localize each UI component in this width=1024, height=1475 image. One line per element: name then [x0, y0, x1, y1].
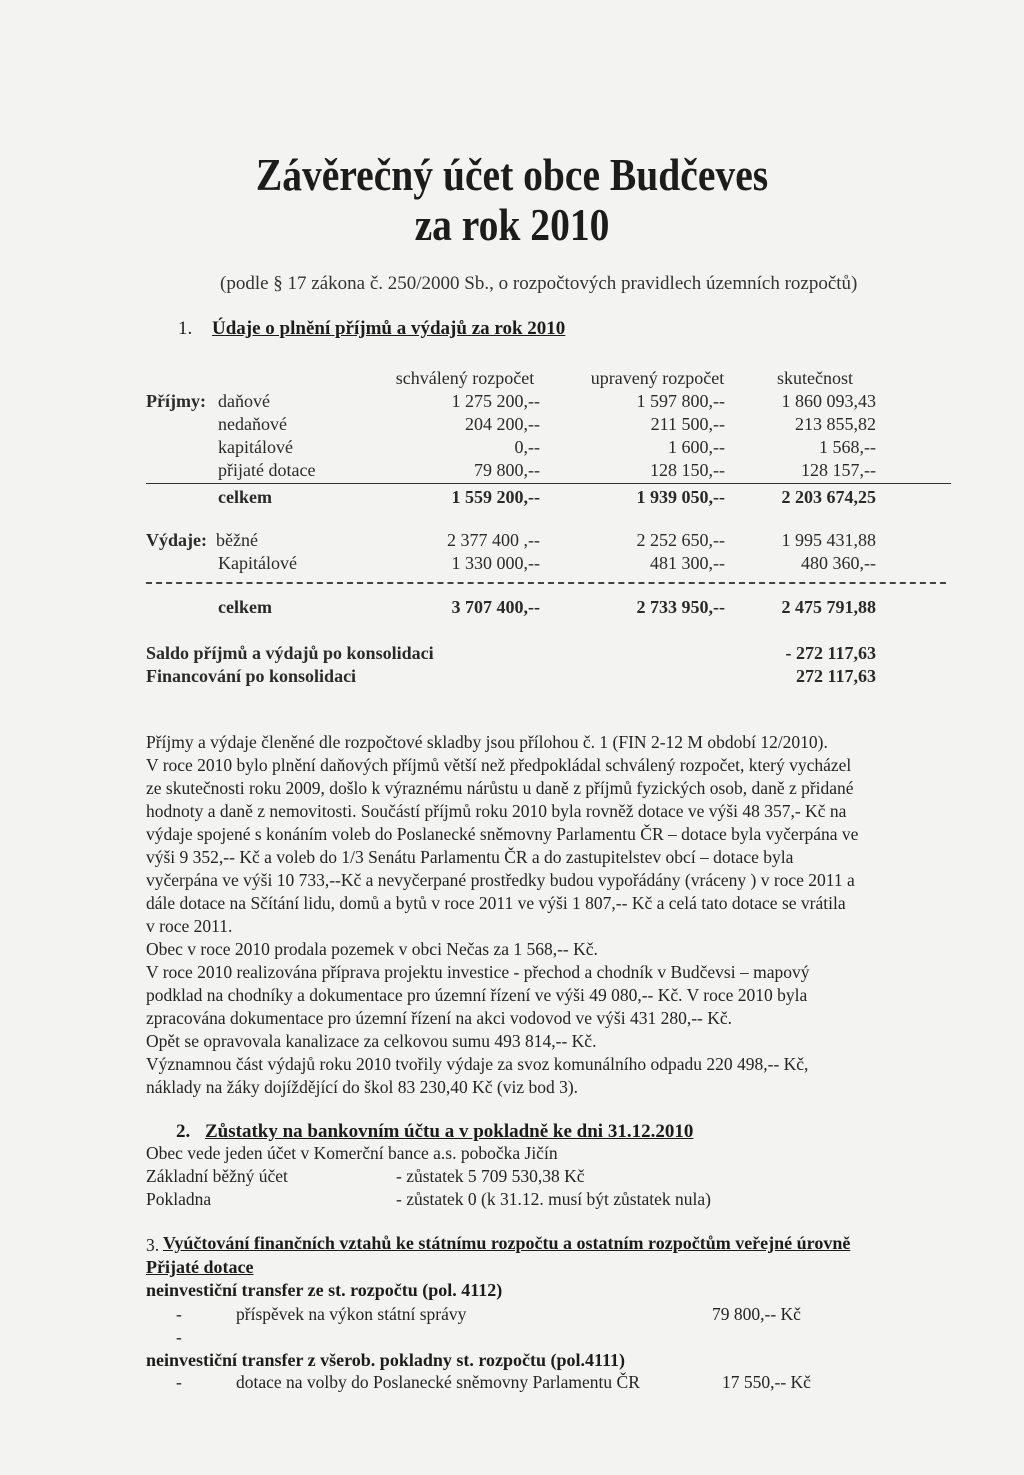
income-row-value: 79 800,--: [474, 460, 540, 480]
income-total-value: 1 559 200,--: [451, 487, 540, 507]
transfer1-title: neinvestiční transfer ze st. rozpočtu (pol. 4112): [146, 1280, 503, 1300]
expense-label: Výdaje:: [146, 530, 207, 550]
paragraph-line: V roce 2010 bylo plnění daňových příjmů větší než předpokládal schválený rozpočet, který vycházel: [146, 755, 852, 775]
expense-row-value: 1 995 431,88: [781, 530, 876, 550]
income-row-value: 128 157,--: [801, 460, 876, 480]
financing-label: Financování po konsolidaci: [146, 666, 357, 686]
income-row-label: kapitálové: [218, 437, 293, 457]
transfer1-item: příspěvek na výkon státní správy: [236, 1304, 467, 1324]
income-row-value: 1 600,--: [668, 437, 725, 457]
paragraph-line: Příjmy a výdaje členěné dle rozpočtové skladby jsou přílohou č. 1 (FIN 2-12 M období 12/2010).: [146, 732, 828, 752]
list-dash: -: [176, 1304, 182, 1324]
expense-total-value: 2 733 950,--: [636, 597, 725, 617]
section2-bank-line: Obec vede jeden účet v Komerční bance a.s. pobočka Jičín: [146, 1143, 558, 1163]
expense-total-value: 3 707 400,--: [451, 597, 540, 617]
document-title-line2: za rok 2010: [414, 199, 610, 250]
col-header-approved: schválený rozpočet: [395, 368, 535, 388]
income-row-label: přijaté dotace: [218, 460, 316, 480]
income-row-value: 1 568,--: [819, 437, 876, 457]
paragraph-line: Obec v roce 2010 prodala pozemek v obci Nečas za 1 568,-- Kč.: [146, 939, 598, 959]
paragraph-line: náklady na žáky dojíždějící do škol 83 230,40 Kč (viz bod 3).: [146, 1077, 579, 1097]
expense-row-value: 481 300,--: [650, 553, 725, 573]
saldo-value: - 272 117,63: [785, 643, 876, 663]
income-row-value: 1 860 093,43: [781, 391, 876, 411]
transfer1-amount: 79 800,-- Kč: [712, 1304, 801, 1324]
income-row-label: nedaňové: [218, 414, 287, 434]
expense-total-dashed-rule: [146, 582, 946, 584]
section2-cash-label: Pokladna: [146, 1189, 212, 1209]
paragraph-line: dále dotace na Sčítání lidu, domů a bytů v roce 2011 ve výši 1 807,-- Kč a celá tato dotace se vrátila: [146, 893, 846, 913]
income-total-value: 2 203 674,25: [781, 487, 876, 507]
income-total-value: 1 939 050,--: [636, 487, 725, 507]
section1-heading: Údaje o plnění příjmů a výdajů za rok 2010: [212, 318, 566, 339]
income-label: Příjmy:: [146, 391, 206, 411]
paragraph-line: Významnou část výdajů roku 2010 tvořily výdaje za svoz komunálního odpadu 220 498,-- Kč,: [146, 1054, 809, 1074]
section3-number: 3.: [146, 1235, 160, 1255]
income-row-value: 211 500,--: [650, 414, 725, 434]
paragraph-line: hodnoty a daně z nemovitosti. Součástí příjmů roku 2010 byla rovněž dotace ve výši 48 357,- Kč na: [146, 801, 847, 821]
income-row-value: 213 855,82: [795, 414, 876, 434]
paragraph-line: vyčerpána ve výši 10 733,--Kč a nevyčerpané prostředky budou vypořádány (vráceny ) v roce 2011 a: [146, 870, 855, 890]
saldo-label: Saldo příjmů a výdajů po konsolidaci: [146, 643, 434, 663]
paragraph-line: podklad na chodníky a dokumentace pro územní řízení ve výši 49 080,-- Kč. V roce 2010 byla: [146, 985, 808, 1005]
transfer2-amount: 17 550,-- Kč: [722, 1372, 811, 1392]
col-header-adjusted: upravený rozpočet: [590, 368, 725, 388]
expense-row-value: 2 252 650,--: [636, 530, 725, 550]
paragraph-line: v roce 2011.: [146, 916, 233, 936]
section2-cash-balance: - zůstatek 0 (k 31.12. musí být zůstatek nula): [396, 1189, 711, 1209]
col-header-actual: skutečnost: [777, 368, 853, 388]
paragraph-line: Opět se opravovala kanalizace za celkovou sumu 493 814,-- Kč.: [146, 1031, 597, 1051]
section3-heading: Vyúčtování finančních vztahů ke státnímu rozpočtu a ostatním rozpočtům veřejné úrovně: [163, 1233, 851, 1253]
income-total-rule: [146, 483, 951, 484]
document-title-line1: Závěrečný účet obce Budčeves: [255, 149, 769, 200]
income-row-value: 0,--: [514, 437, 540, 457]
paragraph-line: V roce 2010 realizována příprava projektu investice - přechod a chodník v Budčevsi – mapový: [146, 962, 810, 982]
section2-heading: Zůstatky na bankovním účtu a v pokladně ke dni 31.12.2010: [205, 1121, 694, 1142]
paragraph-line: zpracována dokumentace pro územní řízení na akci vodovod ve výši 431 280,-- Kč.: [146, 1008, 733, 1028]
section3-subheading: Přijaté dotace: [146, 1257, 254, 1277]
expense-row-value: 1 330 000,--: [451, 553, 540, 573]
paragraph-line: ze skutečnosti roku 2009, došlo k výraznému nárůstu u daně z příjmů fyzických osob, daně z přidané: [146, 778, 854, 798]
transfer2-item: dotace na volby do Poslanecké sněmovny Parlamentu ČR: [236, 1372, 640, 1392]
transfer2-title: neinvestiční transfer z všerob. pokladny st. rozpočtu (pol.4111): [146, 1350, 626, 1370]
income-row-label: daňové: [218, 391, 270, 411]
expense-total-label: celkem: [218, 597, 272, 617]
list-dash: -: [176, 1327, 182, 1347]
expense-row-label: běžné: [216, 530, 258, 550]
financing-value: 272 117,63: [795, 666, 876, 686]
list-dash: -: [176, 1372, 182, 1392]
income-row-value: 1 275 200,--: [451, 391, 540, 411]
income-row-value: 128 150,--: [650, 460, 725, 480]
section2-account-label: Základní běžný účet: [146, 1166, 288, 1186]
subtitle: (podle § 17 zákona č. 250/2000 Sb., o rozpočtových pravidlech územních rozpočtů): [220, 273, 858, 294]
expense-row-label: Kapitálové: [218, 553, 297, 573]
paragraph-line: výdaje spojené s konáním voleb do Poslanecké sněmovny Parlamentu ČR – dotace byla vyčerpána ve: [146, 824, 859, 844]
expense-row-value: 480 360,--: [801, 553, 876, 573]
income-row-value: 1 597 800,--: [636, 391, 725, 411]
expense-row-value: 2 377 400 ,--: [447, 530, 540, 550]
section2-account-balance: - zůstatek 5 709 530,38 Kč: [396, 1166, 585, 1186]
expense-total-value: 2 475 791,88: [781, 597, 876, 617]
paragraph-line: výši 9 352,-- Kč a voleb do 1/3 Senátu Parlamentu ČR a do zastupitelstev obcí – dotace byla: [146, 847, 794, 867]
section1-number: 1.: [178, 318, 193, 339]
income-row-value: 204 200,--: [465, 414, 540, 434]
income-total-label: celkem: [218, 487, 272, 507]
section2-number: 2.: [176, 1121, 191, 1142]
